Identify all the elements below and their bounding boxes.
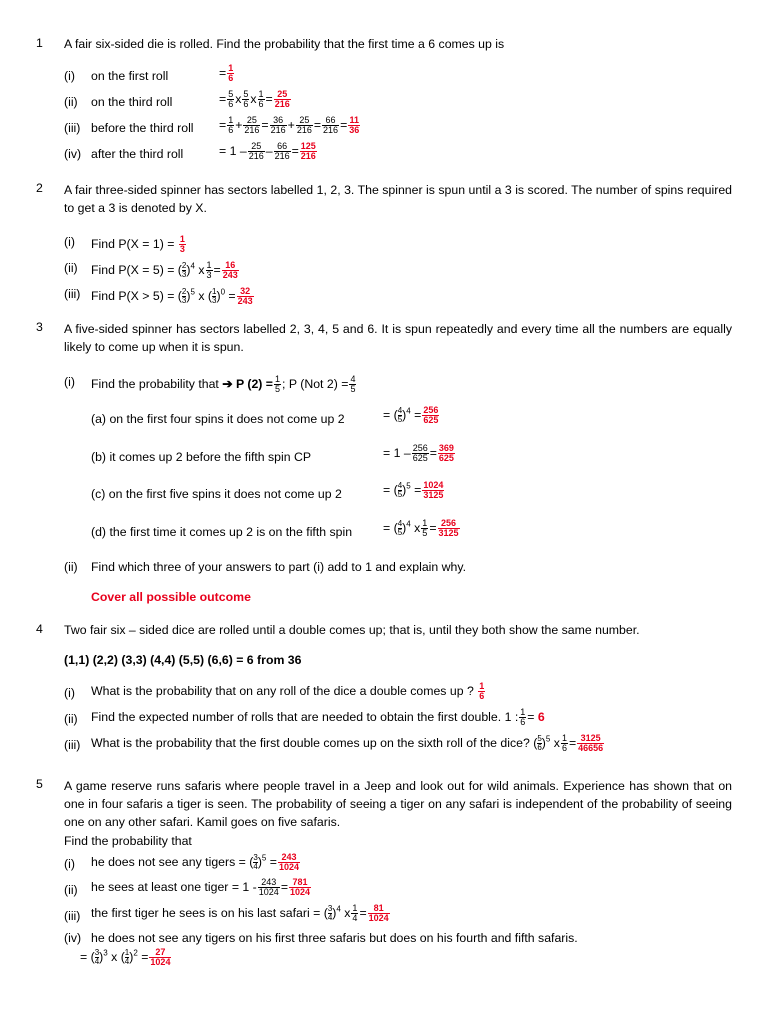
part-text: before the third roll	[91, 121, 194, 135]
question-text: A five-sided spinner has sectors labelled 2, 3, 4, 5 and 6. It is spun repeatedly and every time all the numbers are equally likely to come up when it is spun.	[64, 322, 732, 354]
doubles-list: (1,1) (2,2) (3,3) (4,4) (5,5) (6,6) = 6 from 36	[64, 653, 302, 667]
question-number: 5	[36, 777, 43, 791]
part-text: What is the probability that the first double comes up on the sixth roll of the dice? ( $\frac{5}{6})^5$ x $\frac{1}{6}$ = $\frac{3125}{46656}$	[91, 733, 604, 753]
answer: = 1 – $\frac{25}{216}$ – $\frac{66}{216}$ = $\frac{125}{216}$	[219, 141, 316, 161]
part-text: Find the expected number of rolls that are needed to obtain the first double. 1 : $\frac{1}{6}$ = 6	[91, 707, 545, 727]
question-text: A fair six-sided die is rolled. Find the probability that the first time a 6 comes up is	[64, 37, 505, 51]
part-label: (ii)	[64, 261, 78, 275]
answer: = ( $\frac{4}{5})^4$ = $\frac{256}{625}$	[383, 405, 439, 425]
part-label: (iii)	[64, 287, 81, 301]
part-label: (i)	[64, 686, 75, 700]
question-text: A game reserve runs safaris where people travel in a Jeep and look out for wild animals. Experience has shown that on one in four safaris a tiger is seen. The probability of seeing a tiger on any safari is independent of the probability of seeing one on any other safari. Kamil goes on five safaris.	[64, 779, 732, 829]
answer: = ( $\frac{3}{4})^3$ x ( $\frac{1}{4})^2$ = $\frac{27}{1024}$	[80, 947, 171, 967]
part-label: (i)	[64, 375, 75, 389]
part-text: he does not see any tigers = ( $\frac{3}{4})^5$ = $\frac{243}{1024}$	[91, 852, 300, 872]
answer: = ( $\frac{4}{5})^4$ x $\frac{1}{5}$ = $\frac{256}{3125}$	[383, 518, 459, 538]
part-text: What is the probability that on any roll of the dice a double comes up ? $\frac{1}{6}$	[91, 681, 485, 701]
find-text: Find the probability that	[64, 834, 192, 848]
subpart-text: (c) on the first five spins it does not come up 2	[91, 487, 342, 501]
part-text: Find P(X > 5) = ( $\frac{2}{3})^5$ x ( $\frac{1}{3})^0$ = $\frac{32}{243}$	[91, 286, 253, 306]
part-text: on the first roll	[91, 69, 169, 83]
part-label: (ii)	[64, 560, 78, 574]
part-label: (i)	[64, 69, 75, 83]
question-text: Two fair six – sided dice are rolled until a double comes up; that is, until they both show the same number.	[64, 623, 640, 637]
part-label: (iv)	[64, 931, 82, 945]
part-label: (iii)	[64, 909, 81, 923]
answer: = $\frac{1}{6}$ + $\frac{25}{216}$ = $\frac{36}{216}$ + $\frac{25}{216}$ = $\frac{66}{216}$ = $\frac{11}{36}$	[219, 115, 360, 135]
answer: = $\frac{5}{6}$ x $\frac{5}{6}$ x $\frac{1}{6}$ = $\frac{25}{216}$	[219, 89, 290, 109]
part-text: the first tiger he sees is on his last safari = ( $\frac{3}{4})^4$ x $\frac{1}{4}$ = $\frac{81}{1024}$	[91, 903, 389, 923]
answer: = $\frac{1}{6}$	[219, 63, 234, 83]
part-text: Find P(X = 1) = $\frac{1}{3}$	[91, 234, 185, 254]
part-label: (iii)	[64, 738, 81, 752]
part-label: (ii)	[64, 712, 78, 726]
subpart-text: (b) it comes up 2 before the fifth spin CP	[91, 450, 312, 464]
note-text: Cover all possible outcome	[91, 590, 251, 604]
question-number: 1	[36, 36, 43, 50]
part-label: (ii)	[64, 883, 78, 897]
question-number: 4	[36, 622, 43, 636]
part-label: (i)	[64, 235, 75, 249]
answer: = 1 – $\frac{256}{625}$ = $\frac{369}{625}$	[383, 443, 454, 463]
part-text: he does not see any tigers on his first three safaris but does on his fourth and fifth safaris.	[91, 931, 578, 945]
question-number: 2	[36, 181, 43, 195]
part-text: after the third roll	[91, 147, 184, 161]
part-label: (i)	[64, 857, 75, 871]
question-number: 3	[36, 320, 43, 334]
part-text: Find the probability that ➔ P (2) = $\frac{1}{5}$ ; P (Not 2) = $\frac{4}{5}$	[91, 374, 356, 394]
part-text: on the third roll	[91, 95, 173, 109]
answer: = ( $\frac{4}{5})^5$ = $\frac{1024}{3125}$	[383, 480, 444, 500]
question-text: A fair three-sided spinner has sectors labelled 1, 2, 3. The spinner is spun until a 3 is scored. The number of spins required to get a 3 is denoted by X.	[64, 183, 732, 215]
part-label: (iii)	[64, 121, 81, 135]
part-text: Find which three of your answers to part (i) add to 1 and explain why.	[91, 560, 467, 574]
part-text: Find P(X = 5) = ( $\frac{2}{3})^4$ x $\frac{1}{3}$ = $\frac{16}{243}$	[91, 260, 238, 280]
subpart-text: (a) on the first four spins it does not come up 2	[91, 412, 345, 426]
part-label: (ii)	[64, 95, 78, 109]
part-text: he sees at least one tiger = 1 - $\frac{243}{1024}$ = $\frac{781}{1024}$	[91, 877, 311, 897]
subpart-text: (d) the first time it comes up 2 is on the fifth spin	[91, 525, 353, 539]
part-label: (iv)	[64, 147, 82, 161]
